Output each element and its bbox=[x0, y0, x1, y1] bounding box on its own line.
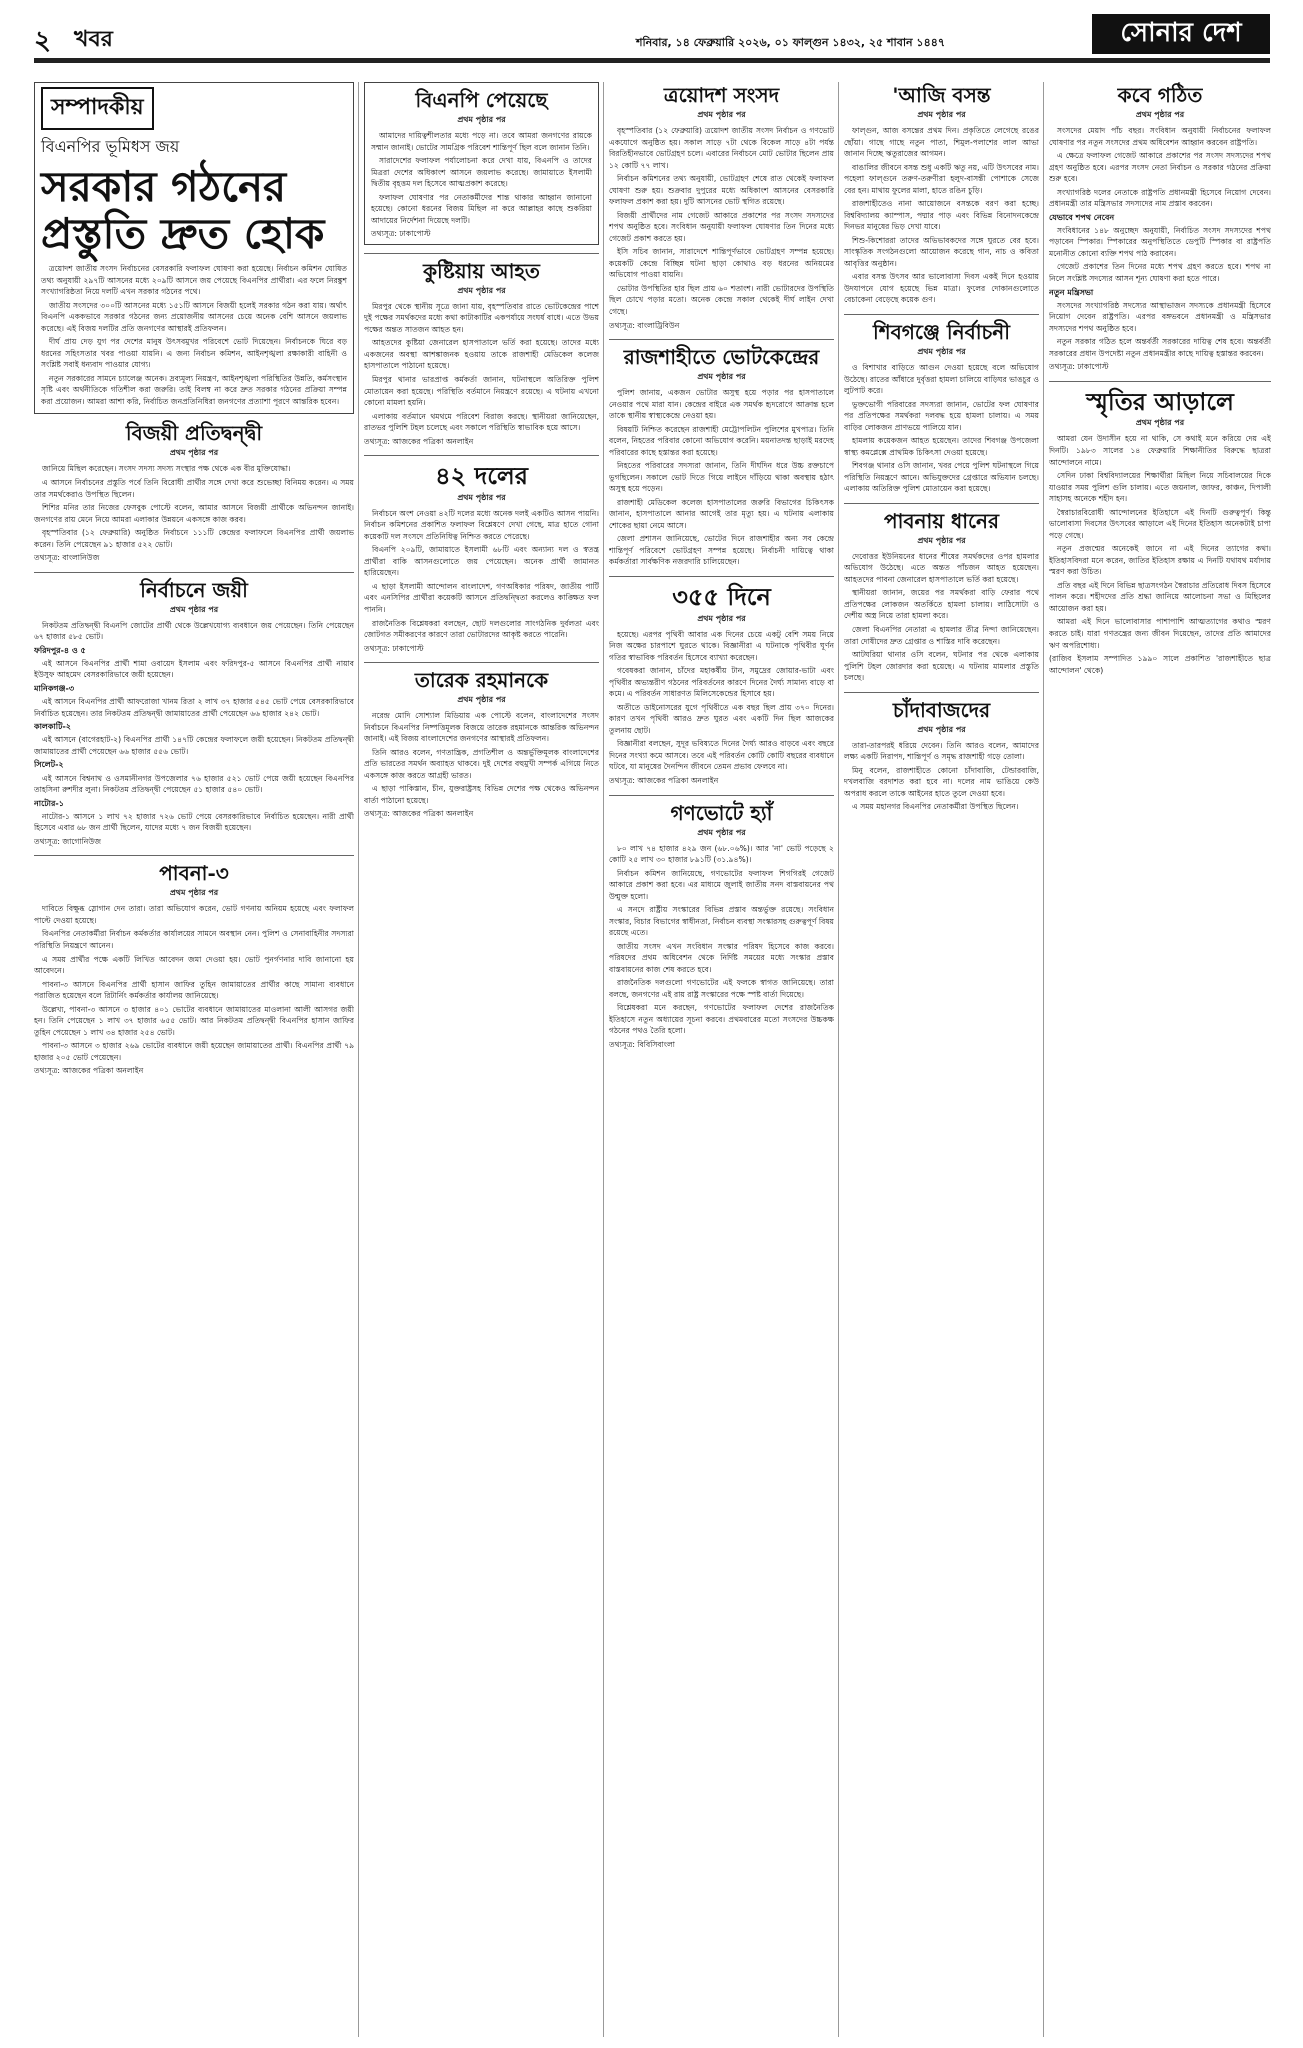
article-headline: রাজশাহীতে ভোটকেন্দ্রের bbox=[623, 345, 820, 370]
article-source: তথ্যসূত্র: আজকের পত্রিকা অনলাইন bbox=[364, 436, 474, 446]
divider bbox=[844, 692, 1039, 693]
column-2 bbox=[364, 82, 599, 2037]
divider bbox=[844, 503, 1039, 504]
article-headline: নির্বাচনে জয়ী bbox=[140, 577, 248, 602]
article-paragraph: প্রতি বছর এই দিনে বিভিন্ন ছাত্রসংগঠন স্বৈরাচার প্রতিরোধ দিবস হিসেবে পালন করে। শহীদদের প্রতি শ্রদ্ধা জানিয়ে আলোচনা সভা ও মিছিলের আয়োজন করা হয়। bbox=[1049, 580, 1271, 613]
article-body bbox=[1049, 125, 1271, 373]
article-kushtia bbox=[364, 260, 599, 447]
article-paragraph: শিশু-কিশোররা তাদের অভিভাবকদের সঙ্গে ঘুরতে বের হবে। সাংস্কৃতিক সংগঠনগুলো আয়োজন করেছে গান, নাচ ও কবিতা আবৃত্তির অনুষ্ঠান। bbox=[844, 235, 1039, 268]
article-source: তথ্যসূত্র: ঢাকাপোস্ট bbox=[364, 643, 424, 653]
article-paragraph: সংসদের সংখ্যাগরিষ্ঠ সদস্যের আস্থাভাজন সদস্যকে প্রধানমন্ত্রী হিসেবে নিয়োগ দেবেন রাষ্ট্রপতি। এরপর বঙ্গভবনে প্রধানমন্ত্রী ও মন্ত্রিসভার সদস্যদের শপথ অনুষ্ঠিত হবে। bbox=[1049, 300, 1271, 333]
article-paragraph: রাজনৈতিক দলগুলো গণভোটের এই ফলকে স্বাগত জানিয়েছে। তারা বলছে, জনগণের এই রায় রাষ্ট্র সংস্কারের পক্ষে স্পষ্ট বার্তা দিয়েছে। bbox=[609, 978, 834, 999]
article-paragraph: রাজশাহীতেও নানা আয়োজনে বসন্তকে বরণ করা হচ্ছে। বিশ্ববিদ্যালয় ক্যাম্পাস, পদ্মার পাড় এবং বিভিন্ন বিনোদনকেন্দ্রে দিনভর মানুষের ভিড় দেখা যাবে। bbox=[844, 199, 1039, 232]
article-headline: বিএনপি পেয়েছে bbox=[415, 88, 548, 112]
article-headline: তারেক রহমানকে bbox=[414, 668, 549, 693]
article-kobe-gathito bbox=[1049, 84, 1271, 373]
article-body bbox=[364, 710, 599, 820]
editorial-paragraph: জাতীয় সংসদের ৩০০টি আসনের মধ্যে ১৫১টি আসনে বিজয়ী হলেই সরকার গঠন করা যায়। অর্থাৎ বিএনপি এককভাবে সরকার গঠনের জন্য প্রয়োজনীয় আসনের চেয়ে অনেক বেশি আসনে জয়লাভ করেছে। এই বিজয় দলটির প্রতি জনগণের আস্থারই প্রতিফলন। bbox=[41, 300, 347, 333]
column-rule bbox=[1043, 82, 1044, 2037]
article-paragraph: জানিয়ে মিছিল করেছেন। সংসদ সদস্য সদস্য সংস্থার পক্ষ থেকে এক বীর মুক্তিযোদ্ধা। bbox=[42, 464, 291, 474]
article-paragraph: সংসদের মেয়াদ পাঁচ বছর। সংবিধান অনুযায়ী নির্বাচনের ফলাফল ঘোষণার পর নতুন সংসদের প্রথম অধিবেশন আহ্বান করবেন রাষ্ট্রপতি। bbox=[1049, 126, 1271, 147]
article-headline: শিবগঞ্জে নির্বাচনী bbox=[873, 319, 1010, 344]
article-paragraph: ফলাফল ঘোষণার পর নেতাকর্মীদের শান্ত থাকার আহ্বান জানানো হয়েছে। কোনো ধরনের বিজয় মিছিল না করে আল্লাহর কাছে শুকরিয়া আদায়ের নির্দেশনা দিয়েছে দলটি। bbox=[371, 192, 592, 225]
article-headline: পাবনা-৩ bbox=[159, 861, 229, 886]
article-paragraph: ভোটার উপস্থিতির হার ছিল প্রায় ৬০ শতাংশ। নারী ভোটারদের উপস্থিতি ছিল চোখে পড়ার মতো। অনেক কেন্দ্রে সকাল থেকেই দীর্ঘ লাইন দেখা গেছে। bbox=[609, 283, 834, 316]
divider bbox=[364, 455, 599, 456]
article-body bbox=[844, 125, 1039, 306]
page-number: ২ bbox=[34, 26, 51, 56]
article-headline: স্মৃতির আড়ালে bbox=[1086, 386, 1234, 416]
continued-label: প্রথম পৃষ্ঠার পর bbox=[697, 110, 746, 119]
continued-label: প্রথম পৃষ্ঠার পর bbox=[457, 115, 506, 124]
article-paragraph: সারাদেশের ফলাফল পর্যালোচনা করে দেখা যায়, বিএনপি ও তাদের মিত্ররা দেশের অধিকাংশ আসনে জয়লাভ করেছে। জামায়াতে ইসলামী দ্বিতীয় বৃহত্তম দল হিসেবে আত্মপ্রকাশ করেছে। bbox=[371, 156, 592, 189]
subsection-label: ফরিদপুর-৪ ও ৫ bbox=[34, 645, 86, 655]
editorial-kicker: বিএনপির ভূমিধস জয় bbox=[41, 137, 180, 156]
article-paragraph: স্বৈরাচারবিরোধী আন্দোলনের ইতিহাসে এই দিনটি গুরুত্বপূর্ণ। কিন্তু ভালোবাসা দিবসের উৎসবের আড়ালে এই দিনের ইতিহাস অনেকটাই চাপা পড়ে গেছে। bbox=[1049, 507, 1271, 540]
article-paragraph: গবেষকরা জানান, চাঁদের মহাকর্ষীয় টান, সমুদ্রের জোয়ার-ভাটা এবং পৃথিবীর অভ্যন্তরীণ গঠনের পরিবর্তনের কারণে দিনের দৈর্ঘ্য সামান্য বাড়ে বা কমে। এ পরিবর্তন সাধারণত মিলিসেকেন্ডের হিসাবে হয়। bbox=[609, 666, 834, 699]
article-paragraph: স্থানীয়রা জানান, জয়ের পর সমর্থকরা বাড়ি ফেরার পথে প্রতিপক্ষের লোকজন অতর্কিতে হামলা চালায়। লাঠিসোটা ও দেশীয় অস্ত্র নিয়ে তারা হামলা করে। bbox=[844, 588, 1039, 621]
article-paragraph: হয়েছে। এরপর পৃথিবী আবার এক দিনের চেয়ে একটু বেশি সময় নিয়ে নিজ অক্ষের চারপাশে ঘুরতে থাকে। বিজ্ঞানীরা এ ঘটনাকে পৃথিবীর ঘূর্ণন গতির স্বাভাবিক পরিবর্তন হিসেবে ব্যাখ্যা করেছেন। bbox=[609, 629, 834, 662]
article-nirbachone-joyee bbox=[34, 579, 354, 848]
editorial-paragraph: দীর্ঘ প্রায় দেড় যুগ পর দেশের মানুষ উৎসবমুখর পরিবেশে ভোট দিয়েছেন। নির্বাচনকে ঘিরে বড় ধরনের সহিংসতার খবর পাওয়া যায়নি। এ জন্য নির্বাচন কমিশন, আইনশৃঙ্খলা রক্ষাকারী বাহিনী ও সংশ্লিষ্ট সবাই ধন্যবাদ পাওয়ার যোগ্য। bbox=[41, 337, 347, 370]
article-paragraph: আহতদের কুষ্টিয়া জেনারেল হাসপাতালে ভর্তি করা হয়েছে। তাদের মধ্যে একজনের অবস্থা আশঙ্কাজনক হওয়ায় তাকে রাজশাহী মেডিকেল কলেজ হাসপাতালে পাঠানো হয়েছে। bbox=[364, 338, 599, 371]
article-source: (রাজিব ইসলাম সম্পাদিত ১৯৯০ সালে প্রকাশিত 'রাজশাহীতে ছাত্র আন্দোলন' থেকে) bbox=[1049, 654, 1271, 675]
article-aji-basanta bbox=[844, 84, 1039, 306]
article-source: তথ্যসূত্র: ঢাকাপোস্ট bbox=[1049, 362, 1109, 372]
article-paragraph: এ ছাড়া ইসলামী আন্দোলন বাংলাদেশ, গণঅধিকার পরিষদ, জাতীয় পার্টি এবং এনসিপির প্রার্থীরা কয়েকটি আসনে প্রতিদ্বন্দ্বিতা করলেও কাঙ্ক্ষিত ফল পাননি। bbox=[364, 581, 599, 614]
continued-label: প্রথম পৃষ্ঠার পর bbox=[457, 492, 506, 502]
column-3 bbox=[609, 82, 834, 2037]
article-paragraph: ইসি সচিব জানান, সারাদেশে শান্তিপূর্ণভাবে ভোটগ্রহণ সম্পন্ন হয়েছে। কয়েকটি কেন্দ্রে বিচ্ছিন্ন ঘটনা ছাড়া কোথাও বড় ধরনের অনিয়মের অভিযোগ পাওয়া যায়নি। bbox=[609, 247, 834, 280]
continued-label: প্রথম পৃষ্ঠার পর bbox=[697, 613, 746, 623]
article-body bbox=[34, 463, 354, 563]
article-paragraph: সংখ্যাগরিষ্ঠ দলের নেতাকে রাষ্ট্রপতি প্রধানমন্ত্রী হিসেবে নিয়োগ দেবেন। প্রধানমন্ত্রী তার মন্ত্রিসভার সদস্যদের নাম প্রস্তাব করবেন। bbox=[1049, 187, 1271, 209]
article-paragraph: গেজেট প্রকাশের তিন দিনের মধ্যে শপথ গ্রহণ করতে হবে। শপথ না নিলে সংশ্লিষ্ট সদস্যের আসন শূন্য ঘোষণা করা হতে পারে। bbox=[1049, 262, 1271, 283]
article-tarek bbox=[364, 669, 599, 820]
article-paragraph: এবার বসন্ত উৎসব আর ভালোবাসা দিবস একই দিনে হওয়ায় উদযাপনে যোগ হয়েছে ভিন্ন মাত্রা। ফুলের দোকানগুলোতে বেচাকেনা বেড়েছে কয়েক গুণ। bbox=[844, 272, 1039, 305]
column-rule bbox=[603, 82, 604, 2037]
subsection-label: নাটোর-১ bbox=[34, 798, 64, 808]
article-body bbox=[609, 387, 834, 568]
article-paragraph: পুলিশ জানায়, একজন ভোটার অসুস্থ হয়ে পড়ার পর হাসপাতালে নেওয়ার পথে মারা যান। কেন্দ্রের বাইরে এক সমর্থক হৃদরোগে আক্রান্ত হলে তাকে স্থানীয় স্বাস্থ্যকেন্দ্রে নেওয়া হয়। bbox=[609, 388, 834, 421]
article-paragraph: ৮০ লাখ ৭৪ হাজার ৪২৯ জন (৬৮.০৬%)। আর 'না' ভোট পড়েছে ২ কোটি ২৫ লাখ ৩০ হাজার ৮৯১টি (৩১.৯৪%)। bbox=[609, 843, 834, 865]
masthead bbox=[34, 14, 1270, 78]
article-paragraph: মিনু বলেন, রাজশাহীতে কোনো চাঁদাবাজি, টেন্ডারবাজি, দখলবাজি বরদাশত করা হবে না। দলের নাম ভাঙিয়ে কেউ অপরাধ করলে তাকে আইনের হাতে তুলে দেওয়া হবে। bbox=[844, 765, 1039, 798]
article-paragraph: অতীতে ডাইনোসরের যুগে পৃথিবীতে এক বছর ছিল প্রায় ৩৭০ দিনের। কারণ তখন পৃথিবী আরও দ্রুত ঘুরত এবং একটি দিন ছিল আজকের তুলনায় ছোট। bbox=[609, 702, 834, 735]
article-paragraph: সংবিধানের ১৪৮ অনুচ্ছেদ অনুযায়ী, নির্বাচিত সংসদ সদস্যদের শপথ পড়াবেন স্পিকার। স্পিকারের অনুপস্থিতিতে ডেপুটি স্পিকার বা রাষ্ট্রপতি মনোনীত কোনো ব্যক্তি শপথ পাঠ করাবেন। bbox=[1049, 225, 1271, 258]
article-paragraph: বাঙালির জীবনে বসন্ত শুধু একটি ঋতু নয়, এটি উৎসবের নাম। পহেলা ফাল্গুনে তরুণ-তরুণীরা হলুদ-বাসন্তী পোশাকে সেজে বের হন। মাথায় ফুলের মালা, হাতে রঙিন চুড়ি। bbox=[844, 162, 1039, 195]
article-paragraph: মিরপুর থেকে স্থানীয় সূত্রে জানা যায়, বৃহস্পতিবার রাতে ভোটকেন্দ্রের পাশে দুই পক্ষের সমর্থকদের মধ্যে কথা কাটাকাটির একপর্যায়ে সংঘর্ষ বাধে। এতে উভয় পক্ষের অন্তত সাতজন আহত হন। bbox=[364, 301, 599, 334]
article-paragraph: সেদিন ঢাকা বিশ্ববিদ্যালয়ের শিক্ষার্থীরা মিছিল নিয়ে সচিবালয়ের দিকে যাওয়ার সময় পুলিশ গুলি চালায়। এতে জয়নাল, জাফর, কাঞ্চন, দিপালী সাহাসহ অনেকে শহীদ হন। bbox=[1049, 471, 1271, 504]
article-paragraph: নিকটতম প্রতিদ্বন্দ্বী বিএনপি জোটের প্রার্থী থেকে উল্লেখযোগ্য ব্যবধানে জয় পেয়েছেন। তিনি পেয়েছেন ৬৭ হাজার ৫৮৫ ভোট। bbox=[34, 620, 354, 642]
article-paragraph: ফাল্গুন, আজ বসন্তের প্রথম দিন। প্রকৃতিতে লেগেছে রঙের ছোঁয়া। গাছে গাছে নতুন পাতা, শিমুল-পলাশের লাল আভা জানান দিচ্ছে ঋতুরাজের আগমন। bbox=[844, 126, 1039, 159]
editorial-paragraph: নতুন সরকারের সামনে চ্যালেঞ্জ অনেক। দ্রব্যমূল্য নিয়ন্ত্রণ, আইনশৃঙ্খলা পরিস্থিতির উন্নতি, কর্মসংস্থান সৃষ্টি এবং অর্থনীতিকে গতিশীল করা জরুরি। তাই বিলম্ব না করে দ্রুত সরকার গঠনের প্রক্রিয়া সম্পন্ন করা প্রয়োজন। আমরা আশা করি, নির্বাচিত জনপ্রতিনিধিরা জনগণের প্রত্যাশা পূরণে আন্তরিক হবেন। bbox=[41, 373, 347, 406]
article-paragraph: নতুন সরকার গঠিত হলে অন্তর্বর্তী সরকারের দায়িত্ব শেষ হবে। অন্তর্বর্তী সরকারের প্রধান উপদেষ্টা নতুন প্রধানমন্ত্রীর কাছে দায়িত্ব হস্তান্তর করবেন। bbox=[1049, 337, 1271, 358]
article-paragraph: নিহতের পরিবারের সদস্যরা জানান, তিনি দীর্ঘদিন ধরে উচ্চ রক্তচাপে ভুগছিলেন। সকালে ভোট দিতে গিয়ে লাইনে দাঁড়িয়ে থাকা অবস্থায় হঠাৎ অসুস্থ হয়ে পড়েন। bbox=[609, 461, 834, 494]
article-paragraph: বিজয়ী প্রার্থীদের নাম গেজেট আকারে প্রকাশের পর সংসদ সদস্যদের শপথ অনুষ্ঠিত হবে। সংবিধান অনুযায়ী ফলাফল ঘোষণার তিন দিনের মধ্যে গেজেট প্রকাশ করতে হয়। bbox=[609, 210, 834, 243]
article-source: তথ্যসূত্র: আজকের পত্রিকা অনলাইন bbox=[609, 775, 719, 785]
continued-label: প্রথম পৃষ্ঠার পর bbox=[697, 372, 746, 382]
divider bbox=[364, 662, 599, 663]
article-headline: পাবনায় ধানের bbox=[884, 508, 999, 533]
subsection-label: কালকাটি-২ bbox=[34, 722, 71, 732]
column-rule bbox=[358, 82, 359, 2037]
article-paragraph: বিজ্ঞানীরা বলছেন, সুদূর ভবিষ্যতে দিনের দৈর্ঘ্য আরও বাড়বে এবং বছরে দিনের সংখ্যা কমে আসবে। তবে এই পরিবর্তন কোটি কোটি বছরের ব্যবধানে ঘটবে, যা মানুষের দৈনন্দিন জীবনে তেমন প্রভাব ফেলবে না। bbox=[609, 739, 834, 772]
article-source: তথ্যসূত্র: বাংলানিউজ bbox=[34, 553, 100, 563]
article-paragraph: তিনি আরও বলেন, গণতান্ত্রিক, প্রগতিশীল ও অন্তর্ভুক্তিমূলক বাংলাদেশের প্রতি ভারতের সমর্থন অব্যাহত থাকবে। দুই দেশের বহুমুখী সম্পর্ক এগিয়ে নিতে একসঙ্গে কাজ করতে আগ্রহী ভারত। bbox=[364, 747, 599, 780]
article-source: তথ্যসূত্র: ঢাকাপোস্ট bbox=[371, 229, 431, 239]
article-42-doler bbox=[364, 462, 599, 654]
article-paragraph: উল্লেখ্য, পাবনা-৩ আসনে ৩ হাজার ৪০১ ভোটের ব্যবধানে জামায়াতের মাওলানা আলী আসগর জয়ী হন। তিনি পেয়েছেন ১ লাখ ৩৭ হাজার ৬৫৫ ভোট। আর নিকটতম প্রতিদ্বন্দ্বী বিএনপির হাসান জাফির তুহিন পেয়েছেন ১ লাখ ৩৪ হাজার ২৫৪ ভোট। bbox=[34, 1004, 354, 1037]
masthead-rule bbox=[34, 58, 1270, 63]
continued-label: প্রথম পৃষ্ঠার পর bbox=[169, 448, 219, 458]
continued-label: প্রথম পৃষ্ঠার পর bbox=[457, 695, 506, 705]
article-headline: বিজয়ী প্রতিদ্বন্দ্বী bbox=[125, 421, 263, 446]
article-source: তথ্যসূত্র: জাগোনিউজ bbox=[34, 836, 102, 846]
article-headline: ৩৫৫ দিনে bbox=[672, 582, 771, 611]
article-trayodash bbox=[609, 84, 834, 331]
continued-label: প্রথম পৃষ্ঠার পর bbox=[169, 604, 219, 614]
article-paragraph: আমরা যেন উদাসীন হয়ে না থাকি, সে কথাই মনে করিয়ে দেয় এই দিনটি। ১৯৮৩ সালের ১৪ ফেব্রুয়ারি শিক্ষানীতির বিরুদ্ধে ছাত্ররা আন্দোলনে নামে। bbox=[1049, 434, 1271, 467]
article-paragraph: জেলা প্রশাসন জানিয়েছে, ভোটের দিনে রাজশাহীর অন্য সব কেন্দ্রে শান্তিপূর্ণ পরিবেশে ভোটগ্রহণ সম্পন্ন হয়েছে। নির্বাচনী দায়িত্বে থাকা কর্মকর্তারা সার্বক্ষণিক নজরদারি চালিয়েছেন। bbox=[609, 534, 834, 567]
editorial bbox=[34, 82, 354, 414]
article-paragraph: শিশির মনির তার নিজের ফেসবুক পোস্টে বলেন, আমার আসনে বিজয়ী প্রার্থীকে অভিনন্দন জানাই। জনগণের রায় মেনে নিয়ে আমরা এলাকার উন্নয়নে একসঙ্গে কাজ করব। bbox=[34, 503, 354, 524]
article-source: তথ্যসূত্র: আজকের পত্রিকা অনলাইন bbox=[34, 1066, 144, 1076]
article-headline: কবে গঠিত bbox=[1117, 83, 1203, 107]
article-paragraph: পাবনা-৩ আসনে ৩ হাজার ২৬৯ ভোটের ব্যবধানে জয়ী হয়েছেন জামায়াতের প্রার্থী। বিএনপির প্রার্থী ৭৯ হাজার ২০৫ ভোট পেয়েছেন। bbox=[34, 1041, 354, 1062]
article-headline: কুষ্টিয়ায় আহত bbox=[423, 258, 540, 283]
divider bbox=[844, 314, 1039, 315]
article-body bbox=[34, 903, 354, 1076]
article-shibganj bbox=[844, 321, 1039, 495]
article-paragraph: এই আসনে বিএনপির প্রার্থী শামা ওবায়েদ ইসলাম এবং ফরিদপুর-৫ আসনে বিএনপির প্রার্থী নায়াব ইউসুফ আহমেদ বেসরকারিভাবে জয়ী হয়েছেন। bbox=[34, 658, 354, 680]
article-body bbox=[609, 125, 834, 331]
divider bbox=[1049, 381, 1271, 382]
article-paragraph: এ ছাড়া পাকিস্তান, চীন, যুক্তরাষ্ট্রসহ বিভিন্ন দেশের পক্ষ থেকেও অভিনন্দন বার্তা পাঠানো হয়েছে। bbox=[364, 784, 599, 805]
editorial-title: সরকার গঠনের প্রস্তুতি দ্রুত হোক bbox=[41, 162, 325, 259]
article-paragraph: হামলায় কয়েকজন আহত হয়েছেন। তাদের শিবগঞ্জ উপজেলা স্বাস্থ্য কমপ্লেক্সে প্রাথমিক চিকিৎসা দেওয়া হয়েছে। bbox=[844, 436, 1039, 457]
article-headline: ত্রয়োদশ সংসদ bbox=[663, 83, 780, 107]
article-paragraph: এই আসনে (বাগেরহাট-২) বিএনপির প্রার্থী ১৪৭টি কেন্দ্রের ফলাফলে জয়ী হয়েছেন। নিকটতম প্রতিদ্বন্দ্বী জামায়াতের প্রার্থী পেয়েছেন ৬৬ হাজার ৫৫৬ ভোট। bbox=[34, 735, 354, 756]
divider bbox=[609, 339, 834, 340]
divider bbox=[364, 253, 599, 254]
article-chandabaj bbox=[844, 699, 1039, 813]
article-paragraph: ও বিশাখার বাড়িতে আগুন দেওয়া হয়েছে বলে অভিযোগ উঠেছে। রাতের আঁধারে দুর্বৃত্তরা হামলা চালিয়ে বাড়িঘর ভাঙচুর ও লুটপাট করে। bbox=[844, 362, 1039, 396]
article-paragraph: আমাদের দায়িত্বশীলতার মধ্যে পড়ে না। তবে আমরা জনগণের রায়কে সম্মান জানাই। ভোটের সামগ্রিক পরিবেশ শান্তিপূর্ণ ছিল বলে জানান তিনি। bbox=[371, 131, 592, 152]
article-body bbox=[364, 301, 599, 447]
article-paragraph: বিষয়টি নিশ্চিত করেছেন রাজশাহী মেট্রোপলিটন পুলিশের মুখপাত্র। তিনি বলেন, নিহতের পরিবার কোনো অভিযোগ করেনি। ময়নাতদন্ত ছাড়াই মরদেহ পরিবারের কাছে হস্তান্তর করা হয়েছে। bbox=[609, 424, 834, 457]
continued-label: প্রথম পৃষ্ঠার পর bbox=[457, 285, 506, 295]
article-paragraph: পাবনা-৩ আসনে বিএনপির প্রার্থী হাসান জাফির তুহিন জামায়াতের প্রার্থীর কাছে সামান্য ব্যবধানে পরাজিত হয়েছেন বলে রিটার্নিং কর্মকর্তার কার্যালয় জানিয়েছে। bbox=[34, 979, 354, 1001]
article-paragraph: বৃহস্পতিবার (১২ ফেব্রুয়ারি) অনুষ্ঠিত নির্বাচনে ১১১টি কেন্দ্রের ফলাফলে বিএনপির প্রার্থী জয়লাভ করেন। তিনি পেয়েছেন ৯১ হাজার ৫২২ ভোট। bbox=[34, 528, 354, 549]
newspaper-logo: সোনার দেশ bbox=[1092, 14, 1270, 54]
subsection-label: মানিকগঞ্জ-৩ bbox=[34, 683, 75, 693]
article-paragraph: দাবিতে বিক্ষুব্ধ স্লোগান দেন তারা। তারা অভিযোগ করেন, ভোট গণনায় অনিয়ম হয়েছে এবং ফলাফল পাল্টে দেওয়া হয়েছে। bbox=[34, 904, 354, 925]
article-paragraph: ভুক্তভোগী পরিবারের সদস্যরা জানান, ভোটের ফল ঘোষণার পর প্রতিপক্ষের সমর্থকরা দলবদ্ধ হয়ে হামলা চালায়। এ সময় বাড়ির লোকজন প্রাণভয়ে পালিয়ে যান। bbox=[844, 399, 1039, 432]
article-headline: চাঁদাবাজদের bbox=[892, 697, 991, 722]
article-body bbox=[1049, 433, 1271, 676]
article-paragraph: রাজশাহী মেডিকেল কলেজ হাসপাতালের জরুরি বিভাগের চিকিৎসক জানান, হাসপাতালে আনার আগেই তার মৃত্যু হয়। এ ঘটনায় এলাকায় শোকের ছায়া নেমে আসে। bbox=[609, 497, 834, 530]
date-line: শনিবার, ১৪ ফেব্রুয়ারি ২০২৬, ০১ ফাল্গুন ১৪৩২, ২৫ শাবান ১৪৪৭ bbox=[635, 36, 945, 49]
editorial-paragraph: ত্রয়োদশ জাতীয় সংসদ নির্বাচনের বেসরকারি ফলাফল ঘোষণা করা হয়েছে। নির্বাচন কমিশন ঘোষিত তথ্য অনুযায়ী ২৯৭টি আসনের মধ্যে ২০৯টি আসনে জয় পেয়েছে বিএনপির প্রার্থীরা। এর ফলে নিরঙ্কুশ সংখ্যাগরিষ্ঠতা নিয়ে দলটি এখন সরকার গঠনের পথে। bbox=[41, 264, 347, 297]
continued-label: প্রথম পৃষ্ঠার পর bbox=[917, 346, 966, 356]
column-rule bbox=[838, 82, 839, 2037]
divider bbox=[34, 572, 354, 573]
article-paragraph: আমরা এই দিনে ভালোবাসার পাশাপাশি আত্মত্যাগের কথাও স্মরণ করতে চাই। যারা গণতন্ত্রের জন্য জীবন দিয়েছেন, তাদের প্রতি আমাদের ঋণ অপরিশোধ্য। bbox=[1049, 617, 1271, 650]
article-paragraph: এ ক্ষেত্রে ফলাফল গেজেট আকারে প্রকাশের পর সংসদ সদস্যদের শপথ গ্রহণ অনুষ্ঠিত হবে। এরপর সংসদ নেতা নির্বাচন ও সরকার গঠনের প্রক্রিয়া শুরু হবে। bbox=[1049, 151, 1271, 184]
article-paragraph: এই আসনে বিশ্বনাথ ও ওসমানীনগর উপজেলার ৭৬ হাজার ৫২১ ভোট পেয়ে জয়ী হয়েছেন বিএনপির তাহসিনা রুশদীর লুনা। নিকটতম প্রতিদ্বন্দ্বী পেয়েছেন ৫১ হাজার ৫৪০ ভোট। bbox=[34, 773, 354, 795]
divider bbox=[609, 795, 834, 796]
article-paragraph: নির্বাচন কমিশনের তথ্য অনুযায়ী, ভোটগ্রহণ শেষে রাত থেকেই ফলাফল ঘোষণা শুরু হয়। শুক্রবার দুপুরের মধ্যে অধিকাংশ আসনের বেসরকারি ফলাফল প্রকাশ করা হয়। দুটি আসনের ভোট স্থগিত রয়েছে। bbox=[609, 174, 834, 207]
article-paragraph: আটঘরিয়া থানার ওসি বলেন, ঘটনার পর থেকে এলাকায় পুলিশি টহল জোরদার করা হয়েছে। এ ঘটনায় মামলার প্রস্তুতি চলছে। bbox=[844, 650, 1039, 683]
article-paragraph: দেবোত্তর ইউনিয়নের ধানের শীষের সমর্থকদের ওপর হামলার অভিযোগ উঠেছে। এতে অন্তত পাঁচজন আহত হয়েছেন। আহতদের পাবনা জেনারেল হাসপাতালে ভর্তি করা হয়েছে। bbox=[844, 551, 1039, 584]
subsection-label: সিলেট-২ bbox=[34, 760, 64, 770]
continued-label: প্রথম পৃষ্ঠার পর bbox=[917, 110, 966, 119]
article-paragraph: এ আসনে নির্বাচনের প্রস্তুতি পর্বে তিনি বিরোধী প্রার্থীর সঙ্গে দেখা করে শুভেচ্ছা বিনিময় করেন। এ সময় তার সমর্থকেরাও উপস্থিত ছিলেন। bbox=[34, 477, 354, 499]
article-paragraph: মিরপুর থানার ভারপ্রাপ্ত কর্মকর্তা জানান, ঘটনাস্থলে অতিরিক্ত পুলিশ মোতায়েন করা হয়েছে। পরিস্থিতি বর্তমানে নিয়ন্ত্রণে রয়েছে। এ ঘটনায় এখনো কোনো মামলা হয়নি। bbox=[364, 374, 599, 408]
divider bbox=[34, 855, 354, 856]
article-source: তথ্যসূত্র: বাংলাট্রিবিউন bbox=[609, 320, 680, 330]
article-355-dine bbox=[609, 583, 834, 787]
article-body bbox=[609, 843, 834, 1051]
article-body bbox=[609, 629, 834, 787]
continued-label: প্রথম পৃষ্ঠার পর bbox=[1135, 418, 1185, 428]
continued-label: প্রথম পৃষ্ঠার পর bbox=[1135, 110, 1185, 119]
divider bbox=[609, 576, 834, 577]
article-pabna-3 bbox=[34, 862, 354, 1076]
article-paragraph: নরেন্দ্র মোদি সোশ্যাল মিডিয়ায় এক পোস্টে বলেন, বাংলাদেশের সংসদ নির্বাচনে বিএনপির নিষ্পত্তিমূলক বিজয়ে তারেক রহমানকে আন্তরিক অভিনন্দন জানাই। এই বিজয় বাংলাদেশের জনগণের আস্থারই প্রতিফলন। bbox=[364, 711, 599, 744]
article-rajshahi-vote bbox=[609, 346, 834, 568]
column-5 bbox=[1049, 82, 1271, 2037]
article-body bbox=[371, 130, 592, 240]
article-paragraph: জাতীয় সংসদ এখন সংবিধান সংস্কার পরিষদ হিসেবে কাজ করবে। পরিষদের প্রথম অধিবেশন থেকে নির্দিষ্ট সময়ের মধ্যে সংস্কার প্রস্তাব বাস্তবায়নের কাজ শেষ করতে হবে। bbox=[609, 941, 834, 974]
continued-label: প্রথম পৃষ্ঠার পর bbox=[917, 535, 966, 545]
section-name: খবর bbox=[74, 27, 113, 52]
article-body bbox=[34, 620, 354, 848]
article-body bbox=[364, 508, 599, 654]
article-paragraph: জেলা বিএনপির নেতারা এ হামলার তীব্র নিন্দা জানিয়েছেন। তারা দোষীদের দ্রুত গ্রেপ্তার ও শাস্তির দাবি করেছেন। bbox=[844, 625, 1039, 646]
article-paragraph: নতুন প্রজন্মের অনেকেই জানে না এই দিনের ত্যাগের কথা। ইতিহাসবিদরা মনে করেন, জাতির ইতিহাস রক্ষায় এ দিনটি যথাযথ মর্যাদায় স্মরণ করা উচিত। bbox=[1049, 544, 1271, 577]
article-paragraph: নাটোর-১ আসনে ১ লাখ ৭২ হাজার ৭২৬ ভোট পেয়ে বেসরকারিভাবে নির্বাচিত হয়েছেন। নারী প্রার্থী হিসেবে এবার ৬৮ জন প্রার্থী ছিলেন, যাদের মধ্যে ৭ জন বিজয়ী হয়েছেন। bbox=[34, 811, 354, 833]
article-body bbox=[844, 362, 1039, 495]
article-headline: ৪২ দলের bbox=[435, 461, 528, 491]
article-paragraph: বিএনপির নেতাকর্মীরা নির্বাচন কর্মকর্তার কার্যালয়ের সামনে অবস্থান নেন। পুলিশ ও সেনাবাহিনীর সদস্যরা পরিস্থিতি নিয়ন্ত্রণে আনেন। bbox=[34, 929, 354, 950]
article-ganabhote bbox=[609, 802, 834, 1051]
article-paragraph: এলাকায় বর্তমানে থমথমে পরিবেশ বিরাজ করছে। স্থানীয়রা জানিয়েছেন, রাতভর পুলিশি টহল চলেছে এবং সকালে পরিস্থিতি স্বাভাবিক হয়ে আসে। bbox=[364, 411, 599, 433]
continued-label: প্রথম পৃষ্ঠার পর bbox=[917, 724, 966, 734]
article-body bbox=[844, 551, 1039, 684]
column-1 bbox=[34, 82, 354, 2037]
article-paragraph: শিবগঞ্জ থানার ওসি জানান, খবর পেয়ে পুলিশ ঘটনাস্থলে গিয়ে পরিস্থিতি নিয়ন্ত্রণে আনে। অভিযুক্তদের গ্রেপ্তারে অভিযান চলছে। এলাকায় অতিরিক্ত পুলিশ মোতায়েন করা হয়েছে। bbox=[844, 461, 1039, 494]
article-paragraph: নির্বাচনে অংশ নেওয়া ৪২টি দলের মধ্যে অনেক দলই একটিও আসন পায়নি। নির্বাচন কমিশনের প্রকাশিত ফলাফল বিশ্লেষণে দেখা গেছে, মাত্র হাতে গোনা কয়েকটি দল সংসদে প্রতিনিধিত্ব নিশ্চিত করতে পেরেছে। bbox=[364, 508, 599, 541]
editorial-tag: সম্পাদকীয় bbox=[41, 87, 154, 130]
article-body bbox=[844, 740, 1039, 813]
article-paragraph: বিশ্লেষকরা মনে করছেন, গণভোটের ফলাফল দেশের রাজনৈতিক ইতিহাসে নতুন অধ্যায়ের সূচনা করবে। প্রথমবারের মতো সংসদের উচ্চকক্ষ গঠনের পথও তৈরি হলো। bbox=[609, 1003, 834, 1036]
article-bnp-peyeche bbox=[364, 82, 599, 245]
article-paragraph: এই আসনে বিএনপির প্রার্থী আফরোজা খানম রিতা ২ লাখ ৩৭ হাজার ৫৪৫ ভোট পেয়ে বেসরকারিভাবে নির্বাচিত হয়েছেন। তার নিকটতম প্রতিদ্বন্দ্বী জামায়াতের প্রার্থী পেয়েছেন ৬৬ হাজার ২৪২ ভোট। bbox=[34, 697, 354, 718]
article-smriti bbox=[1049, 388, 1271, 676]
subsection-label: নতুন মন্ত্রিসভা bbox=[1049, 287, 1094, 297]
article-paragraph: এ সময় প্রার্থীর পক্ষে একটি লিখিত আবেদন জমা দেওয়া হয়। ভোট পুনর্গণনার দাবি জানানো হয় আবেদনে। bbox=[34, 954, 354, 976]
editorial-body bbox=[41, 263, 347, 407]
article-paragraph: এ সময় মহানগর বিএনপির নেতাকর্মীরা উপস্থিত ছিলেন। bbox=[852, 802, 1019, 812]
article-paragraph: বিএনপি ২০৯টি, জামায়াতে ইসলামী ৬৮টি এবং অন্যান্য দল ও স্বতন্ত্র প্রার্থীরা বাকি আসনগুলোতে জয় পেয়েছেন। অনেক প্রার্থী জামানত হারিয়েছেন। bbox=[364, 545, 599, 578]
article-source: তথ্যসূত্র: বিবিসিবাংলা bbox=[609, 1040, 675, 1049]
article-paragraph: তারা-তারপরই ধরিয়ে দেবেন। তিনি আরও বলেন, আমাদের লক্ষ্য একটি নিরাপদ, শান্তিপূর্ণ ও সমৃদ্ধ রাজশাহী গড়ে তোলা। bbox=[844, 740, 1039, 762]
column-4 bbox=[844, 82, 1039, 2037]
continued-label: প্রথম পৃষ্ঠার পর bbox=[697, 827, 746, 837]
article-paragraph: রাজনৈতিক বিশ্লেষকরা বলছেন, ছোট দলগুলোর সাংগঠনিক দুর্বলতা এবং জোটগত সমীকরণের কারণে তারা ভোটারদের আকৃষ্ট করতে পারেনি। bbox=[364, 618, 599, 640]
article-headline: গণভোটে হ্যাঁ bbox=[670, 800, 773, 825]
article-paragraph: এ সনদে রাষ্ট্রীয় সংস্কারের বিভিন্ন প্রস্তাব অন্তর্ভুক্ত রয়েছে। সংবিধান সংস্কার, বিচার বিভাগের স্বাধীনতা, নির্বাচন ব্যবস্থা সংস্কারসহ গুরুত্বপূর্ণ বিষয় রয়েছে এতে। bbox=[609, 905, 834, 938]
subsection-label: যেভাবে শপথ নেবেন bbox=[1049, 212, 1115, 222]
article-paragraph: নির্বাচন কমিশন জানিয়েছে, গণভোটের ফলাফল শিগগিরই গেজেট আকারে প্রকাশ করা হবে। এর মাধ্যমে জুলাই জাতীয় সনদ বাস্তবায়নের পথ উন্মুক্ত হলো। bbox=[609, 868, 834, 901]
article-bijoyi bbox=[34, 422, 354, 563]
continued-label: প্রথম পৃষ্ঠার পর bbox=[169, 888, 219, 898]
article-paragraph: বৃহস্পতিবার (১২ ফেব্রুয়ারি) ত্রয়োদশ জাতীয় সংসদ নির্বাচন ও গণভোট একযোগে অনুষ্ঠিত হয়। সকাল সাড়ে ৭টা থেকে বিকেল সাড়ে ৪টা পর্যন্ত বিরতিহীনভাবে ভোটগ্রহণ চলে। এবারের নির্বাচনে মোট ভোটার ছিলেন প্রায় ১২ কোটি ৭৭ লাখ। bbox=[609, 126, 834, 170]
article-source: তথ্যসূত্র: আজকের পত্রিকা অনলাইন bbox=[364, 809, 474, 819]
article-pabna-dhan bbox=[844, 510, 1039, 684]
article-headline: 'আজি বসন্ত bbox=[892, 83, 991, 107]
